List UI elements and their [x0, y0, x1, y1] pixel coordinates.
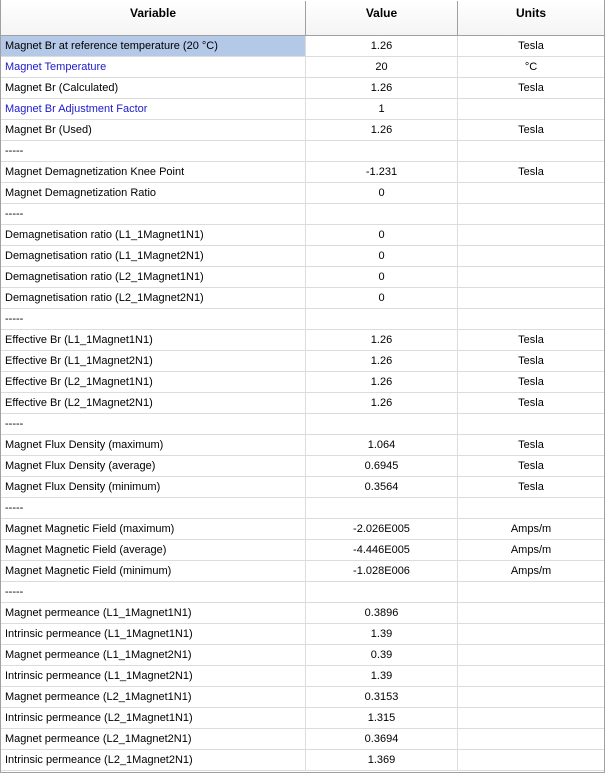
value-cell: 0	[306, 246, 458, 266]
units-cell: Tesla	[518, 355, 544, 367]
variable-cell[interactable]: Demagnetisation ratio (L1_1Magnet1N1)	[1, 225, 306, 245]
value-cell: 1.26	[306, 36, 458, 56]
variable-cell[interactable]: Intrinsic permeance (L2_1Magnet1N1)	[1, 708, 306, 728]
table-row[interactable]	[1, 309, 604, 330]
variable-cell[interactable]: Magnet permeance (L2_1Magnet2N1)	[1, 729, 306, 749]
units-cell	[458, 204, 604, 224]
units-cell	[458, 498, 604, 518]
units-cell	[458, 708, 604, 728]
value-cell	[306, 582, 458, 602]
value-cell: 0	[306, 267, 458, 287]
variable-cell[interactable]: -----	[1, 204, 306, 224]
table-row[interactable]	[1, 351, 604, 372]
variable-cell[interactable]: Magnet permeance (L2_1Magnet1N1)	[1, 687, 306, 707]
units-cell	[458, 624, 604, 644]
table-row[interactable]	[1, 750, 604, 771]
value-cell: -1.028E006	[306, 561, 458, 581]
value-cell: 1.26	[306, 120, 458, 140]
variable-cell[interactable]: Magnet Demagnetization Knee Point	[1, 162, 306, 182]
variable-cell[interactable]: -----	[1, 141, 306, 161]
units-cell: Tesla	[518, 82, 544, 94]
variable-cell[interactable]: Intrinsic permeance (L1_1Magnet1N1)	[1, 624, 306, 644]
units-cell	[458, 645, 604, 665]
table-row[interactable]	[1, 687, 604, 708]
table-row[interactable]	[1, 141, 604, 162]
value-cell: 0.3153	[306, 687, 458, 707]
variable-cell[interactable]: Magnet permeance (L1_1Magnet2N1)	[1, 645, 306, 665]
table-row[interactable]	[1, 456, 604, 477]
table-row[interactable]	[1, 267, 604, 288]
table-row[interactable]	[1, 582, 604, 603]
table-row[interactable]	[1, 603, 604, 624]
value-cell: 1.26	[306, 330, 458, 350]
units-cell	[458, 666, 604, 686]
variable-cell[interactable]: Magnet Br (Calculated)	[1, 78, 306, 98]
units-cell	[458, 99, 604, 119]
value-cell: 1.369	[306, 750, 458, 770]
variable-cell[interactable]: Magnet Br at reference temperature (20 °C)	[1, 36, 306, 56]
variable-cell[interactable]: -----	[1, 414, 306, 434]
variable-cell[interactable]: Magnet Flux Density (minimum)	[1, 477, 306, 497]
value-cell: 0.3564	[306, 477, 458, 497]
table-row[interactable]	[1, 204, 604, 225]
value-cell: 0.3896	[306, 603, 458, 623]
table-row[interactable]	[1, 729, 604, 750]
variable-cell[interactable]: Magnet Magnetic Field (maximum)	[1, 519, 306, 539]
variable-cell[interactable]: Magnet Flux Density (maximum)	[1, 435, 306, 455]
variable-cell[interactable]: Magnet Magnetic Field (average)	[1, 540, 306, 560]
table-row[interactable]	[1, 666, 604, 687]
table-row[interactable]	[1, 120, 604, 141]
units-cell	[458, 267, 604, 287]
units-cell	[458, 414, 604, 434]
variable-cell[interactable]: Magnet Temperature	[1, 57, 306, 77]
variable-cell[interactable]: Effective Br (L2_1Magnet1N1)	[1, 372, 306, 392]
value-cell: 0.3694	[306, 729, 458, 749]
units-cell	[458, 309, 604, 329]
grid-body	[1, 36, 604, 771]
variable-cell[interactable]: Magnet Demagnetization Ratio	[1, 183, 306, 203]
table-row[interactable]	[1, 477, 604, 498]
table-row[interactable]	[1, 36, 604, 57]
value-cell: 1.39	[306, 624, 458, 644]
table-row[interactable]	[1, 372, 604, 393]
table-row[interactable]	[1, 225, 604, 246]
units-cell	[458, 729, 604, 749]
units-cell: Tesla	[518, 397, 544, 409]
value-cell: 0.6945	[306, 456, 458, 476]
variable-cell[interactable]: Magnet Br (Used)	[1, 120, 306, 140]
table-row[interactable]	[1, 288, 604, 309]
units-cell: Tesla	[518, 40, 544, 52]
value-cell: 1.26	[306, 351, 458, 371]
units-cell	[458, 141, 604, 161]
table-row[interactable]	[1, 330, 604, 351]
value-cell: 1.26	[306, 372, 458, 392]
variable-cell[interactable]: Effective Br (L1_1Magnet2N1)	[1, 351, 306, 371]
value-cell[interactable]: 1	[306, 99, 458, 119]
table-row[interactable]	[1, 414, 604, 435]
variable-cell[interactable]: Magnet permeance (L1_1Magnet1N1)	[1, 603, 306, 623]
variable-cell[interactable]: Intrinsic permeance (L1_1Magnet2N1)	[1, 666, 306, 686]
table-row[interactable]	[1, 624, 604, 645]
variable-cell[interactable]: Magnet Magnetic Field (minimum)	[1, 561, 306, 581]
value-cell: -1.231	[306, 162, 458, 182]
units-cell: Tesla	[518, 376, 544, 388]
table-row[interactable]	[1, 561, 604, 582]
units-cell	[458, 687, 604, 707]
units-cell	[458, 288, 604, 308]
units-cell: Tesla	[518, 334, 544, 346]
table-row[interactable]	[1, 519, 604, 540]
units-cell: Amps/m	[510, 523, 552, 535]
units-cell	[458, 183, 604, 203]
units-cell: Tesla	[518, 124, 544, 136]
table-row[interactable]	[1, 57, 604, 78]
table-row[interactable]	[1, 162, 604, 183]
value-cell: 0	[306, 225, 458, 245]
value-cell: -2.026E005	[306, 519, 458, 539]
units-cell: Tesla	[518, 481, 544, 493]
value-cell	[306, 498, 458, 518]
value-cell: -4.446E005	[306, 540, 458, 560]
units-cell: Tesla	[518, 439, 544, 451]
variable-cell[interactable]: Magnet Br Adjustment Factor	[1, 99, 306, 119]
units-cell	[458, 603, 604, 623]
value-cell	[306, 414, 458, 434]
value-cell	[306, 309, 458, 329]
value-cell: 1.39	[306, 666, 458, 686]
variable-cell[interactable]: -----	[1, 582, 306, 602]
units-cell	[458, 246, 604, 266]
variable-cell[interactable]: Effective Br (L1_1Magnet1N1)	[1, 330, 306, 350]
value-cell: 0.39	[306, 645, 458, 665]
value-cell: 0	[306, 288, 458, 308]
variable-cell[interactable]: Demagnetisation ratio (L2_1Magnet1N1)	[1, 267, 306, 287]
table-row[interactable]	[1, 498, 604, 519]
header-units[interactable]: Units	[516, 6, 546, 20]
units-cell: Amps/m	[510, 565, 552, 577]
variable-cell[interactable]: Demagnetisation ratio (L1_1Magnet2N1)	[1, 246, 306, 266]
units-cell	[458, 750, 604, 770]
units-cell	[458, 582, 604, 602]
table-row[interactable]	[1, 393, 604, 414]
table-row[interactable]	[1, 183, 604, 204]
value-cell: 1.315	[306, 708, 458, 728]
units-cell: °C	[524, 61, 538, 73]
units-cell: Amps/m	[510, 544, 552, 556]
variable-cell[interactable]: Effective Br (L2_1Magnet2N1)	[1, 393, 306, 413]
table-row[interactable]	[1, 78, 604, 99]
variable-cell[interactable]: Intrinsic permeance (L2_1Magnet2N1)	[1, 750, 306, 770]
table-row[interactable]	[1, 246, 604, 267]
value-cell: 1.26	[306, 78, 458, 98]
table-row[interactable]	[1, 708, 604, 729]
value-cell	[306, 204, 458, 224]
grid-header	[1, 0, 604, 36]
variable-cell[interactable]: Magnet Flux Density (average)	[1, 456, 306, 476]
table-row[interactable]	[1, 540, 604, 561]
value-cell	[306, 141, 458, 161]
value-cell: 0	[306, 183, 458, 203]
value-cell[interactable]: 20	[306, 57, 458, 77]
value-cell: 1.26	[306, 393, 458, 413]
variable-cell[interactable]: -----	[1, 498, 306, 518]
value-cell: 1.064	[306, 435, 458, 455]
table-row[interactable]	[1, 435, 604, 456]
units-cell: Tesla	[518, 166, 544, 178]
variable-cell[interactable]: Demagnetisation ratio (L2_1Magnet2N1)	[1, 288, 306, 308]
variable-cell[interactable]: -----	[1, 309, 306, 329]
units-cell: Tesla	[518, 460, 544, 472]
header-variable[interactable]: Variable	[1, 1, 306, 35]
header-value[interactable]: Value	[306, 1, 458, 35]
table-row[interactable]	[1, 645, 604, 666]
units-cell	[458, 225, 604, 245]
table-row[interactable]	[1, 99, 604, 120]
